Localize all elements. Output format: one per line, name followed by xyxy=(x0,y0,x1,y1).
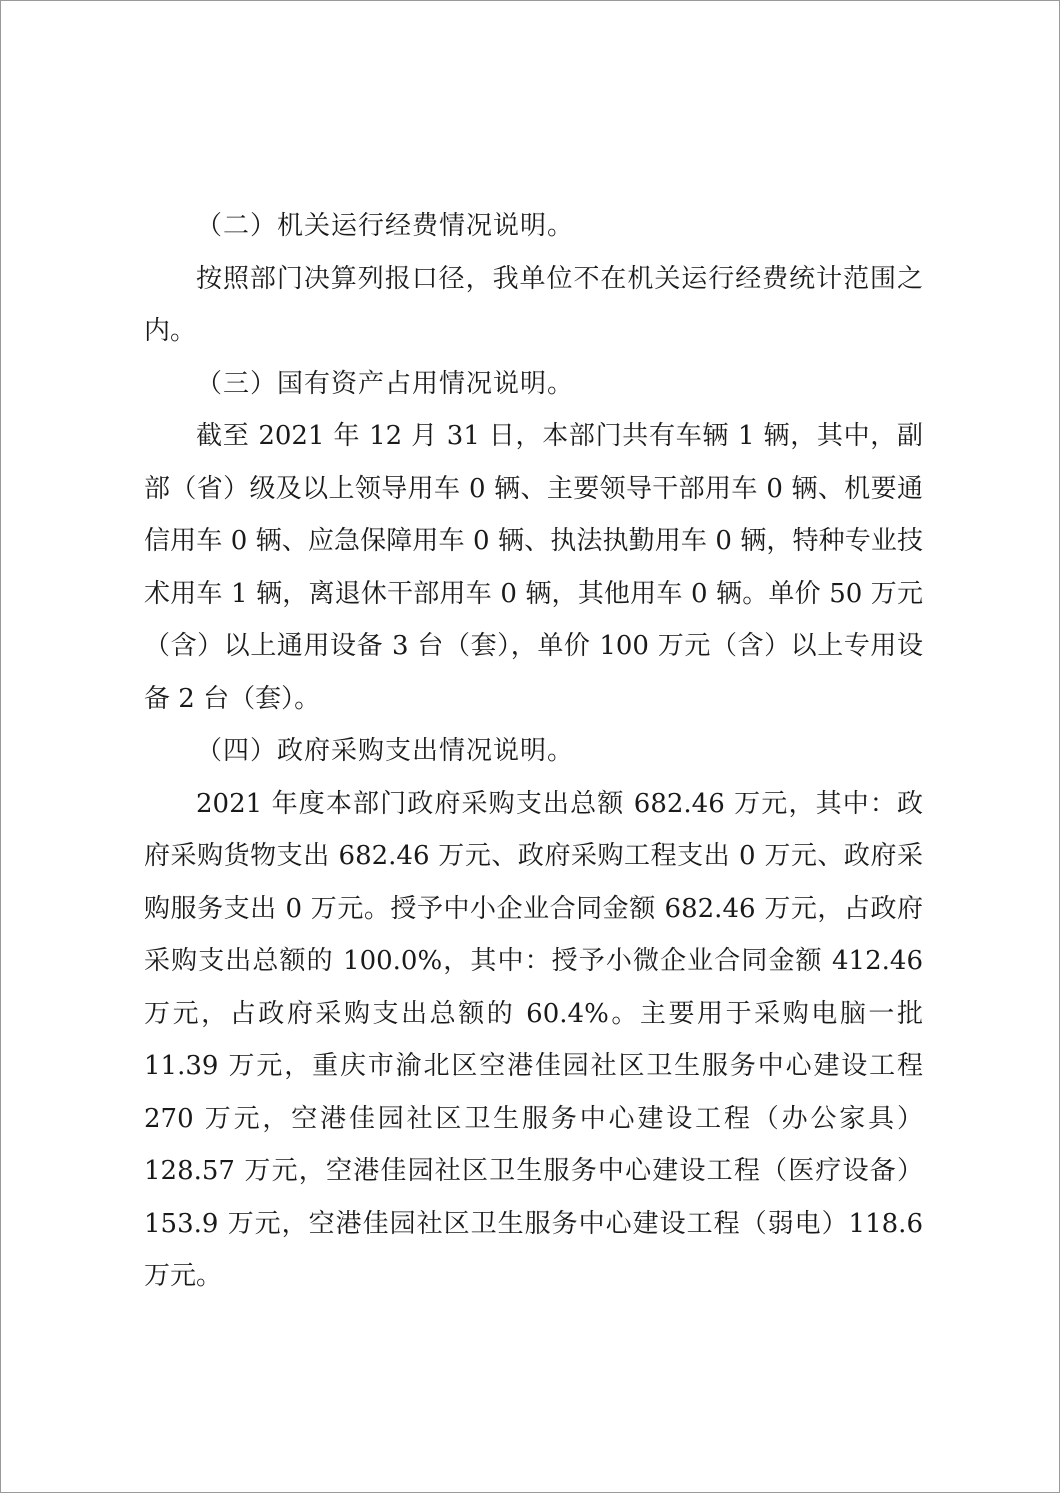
section-body-state-assets: 截至 2021 年 12 月 31 日，本部门共有车辆 1 辆，其中，副部（省）级及以上领导用车 0 辆、主要领导干部用车 0 辆、机要通信用车 0 辆、应急保障用车 0 辆、执法执勤用车 0 辆，特种专业技术用车 1 辆，离退休干部用车 0 辆，其他用车 0 辆。单价 50 万元（含）以上通用设备 3 台（套），单价 100 万元（含）以上专用设备 2 台（套）。 xyxy=(144,421,923,714)
section-heading-state-assets: （三）国有资产占用情况说明。 xyxy=(196,368,575,399)
section-heading-operating-expenses: （二）机关运行经费情况说明。 xyxy=(196,211,575,241)
section-body-government-procurement: 2021 年度本部门政府采购支出总额 682.46 万元，其中：政府采购货物支出 682.46 万元、政府采购工程支出 0 万元、政府采购服务支出 0 万元。授予中小企业合同金额 682.46 万元，占政府采购支出总额的 100.0%，其中：授予小微企业合同金额 412.46 万元，占政府采购支出总额的 60.4%。主要用于采购电脑一批 11.39 万元，重庆市渝北区空港佳园社区卫生服务中心建设工程 270 万元，空港佳园社区卫生服务中心建设工程（办公家具）128.57 万元，空港佳园社区卫生服务中心建设工程（医疗设备）153.9 万元，空港佳园社区卫生服务中心建设工程（弱电）118.6 万元。 xyxy=(144,788,923,1291)
section-body-operating-expenses: 按照部门决算列报口径，我单位不在机关运行经费统计范围之内。 xyxy=(144,263,923,346)
section-heading-government-procurement: （四）政府采购支出情况说明。 xyxy=(196,736,575,766)
document-body xyxy=(144,200,923,1303)
